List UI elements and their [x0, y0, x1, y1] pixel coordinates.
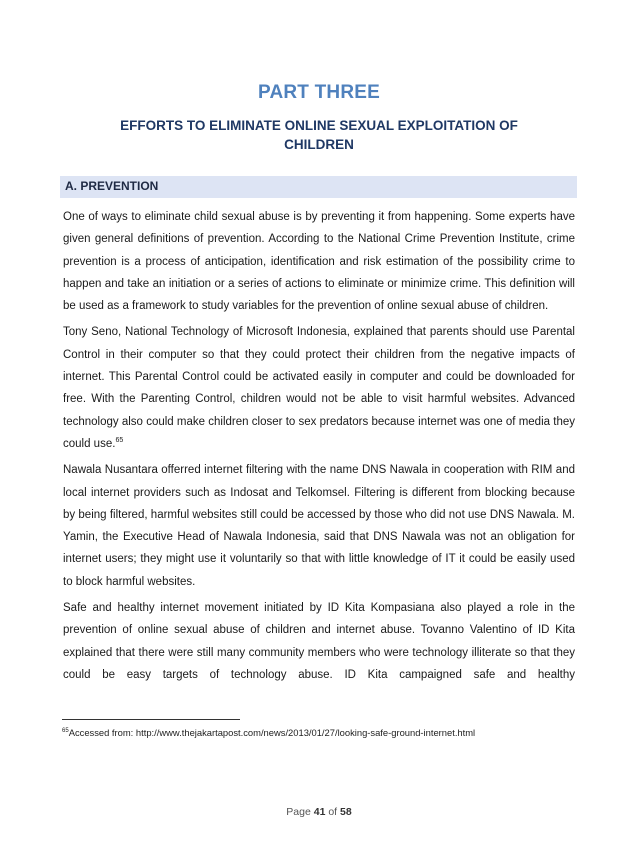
chapter-title-line2: CHILDREN — [284, 137, 354, 152]
chapter-title-line1: EFFORTS TO ELIMINATE ONLINE SEXUAL EXPLOITATION OF — [120, 118, 518, 133]
paragraph-parental-control — [63, 321, 575, 455]
footnote-number: 65 — [62, 727, 69, 734]
paragraph-prevention-definition — [63, 206, 575, 317]
paragraph-dns-nawala — [63, 459, 575, 593]
paragraph-text: Safe and healthy internet movement initiated by ID Kita Kompasiana also played a role in the prevention of online sexual abuse of children and internet abuse. Tovanno Valentino of ID Kita explained that there were still many community members who were technology illiterate so that they could be easy targets of technology abuse. ID Kita campaigned safe and healthy — [63, 602, 575, 681]
paragraph-text: Nawala Nusantara offerred internet filtering with the name DNS Nawala in cooperation with RIM and local internet providers such as Indosat and Telkomsel. Filtering is different from blocking because by being filtered, harmful websites still could be accessed by those who did not use DNS Nawala. M. Yamin, the Executive Head of Nawala Indonesia, said that DNS Nawala was not an obligation for internet users; they might use it voluntarily so that with little knowledge of IT it could be easily used to block harmful websites. — [63, 464, 575, 588]
paragraph-id-kita — [63, 597, 575, 686]
paragraph-text: Tony Seno, National Technology of Microsoft Indonesia, explained that parents should use Parental Control in their computer so that they could protect their children from the negative impacts of internet. This Parental Control could be activated easily in computer and could be downloaded for free. With the Parenting Control, children would not be able to visit harmful websites. Advanced technology also could make children closer to sex predators because internet was one of media they could use. — [63, 326, 575, 450]
page-label: Page — [286, 806, 311, 818]
part-title: PART THREE — [258, 82, 380, 103]
footnote-reference[interactable]: 65 — [115, 437, 124, 445]
page-number — [0, 806, 638, 818]
page-total: 58 — [340, 806, 352, 818]
footnote-text[interactable]: Accessed from: http://www.thejakartapost.com/news/2013/01/27/looking-safe-ground-internet.html — [68, 727, 476, 738]
page-current: 41 — [313, 806, 326, 818]
section-heading: A. PREVENTION — [65, 179, 159, 193]
chapter-title — [100, 116, 538, 154]
footnote — [62, 727, 582, 738]
body-text — [63, 206, 575, 690]
paragraph-text: One of ways to eliminate child sexual abuse is by preventing it from happening. Some experts have given general definitions of prevention. According to the National Crime Prevention Institute, crime prevention is a process of anticipation, identification and risk estimation of the possibility crime to happen and take an initiation or a series of actions to eliminate or minimize crime. This definition will be used as a framework to study variables for the prevention of online sexual abuse of children. — [63, 211, 575, 313]
footnote-divider — [62, 719, 240, 720]
page-of: of — [328, 806, 338, 818]
section-heading-bar — [60, 176, 577, 198]
